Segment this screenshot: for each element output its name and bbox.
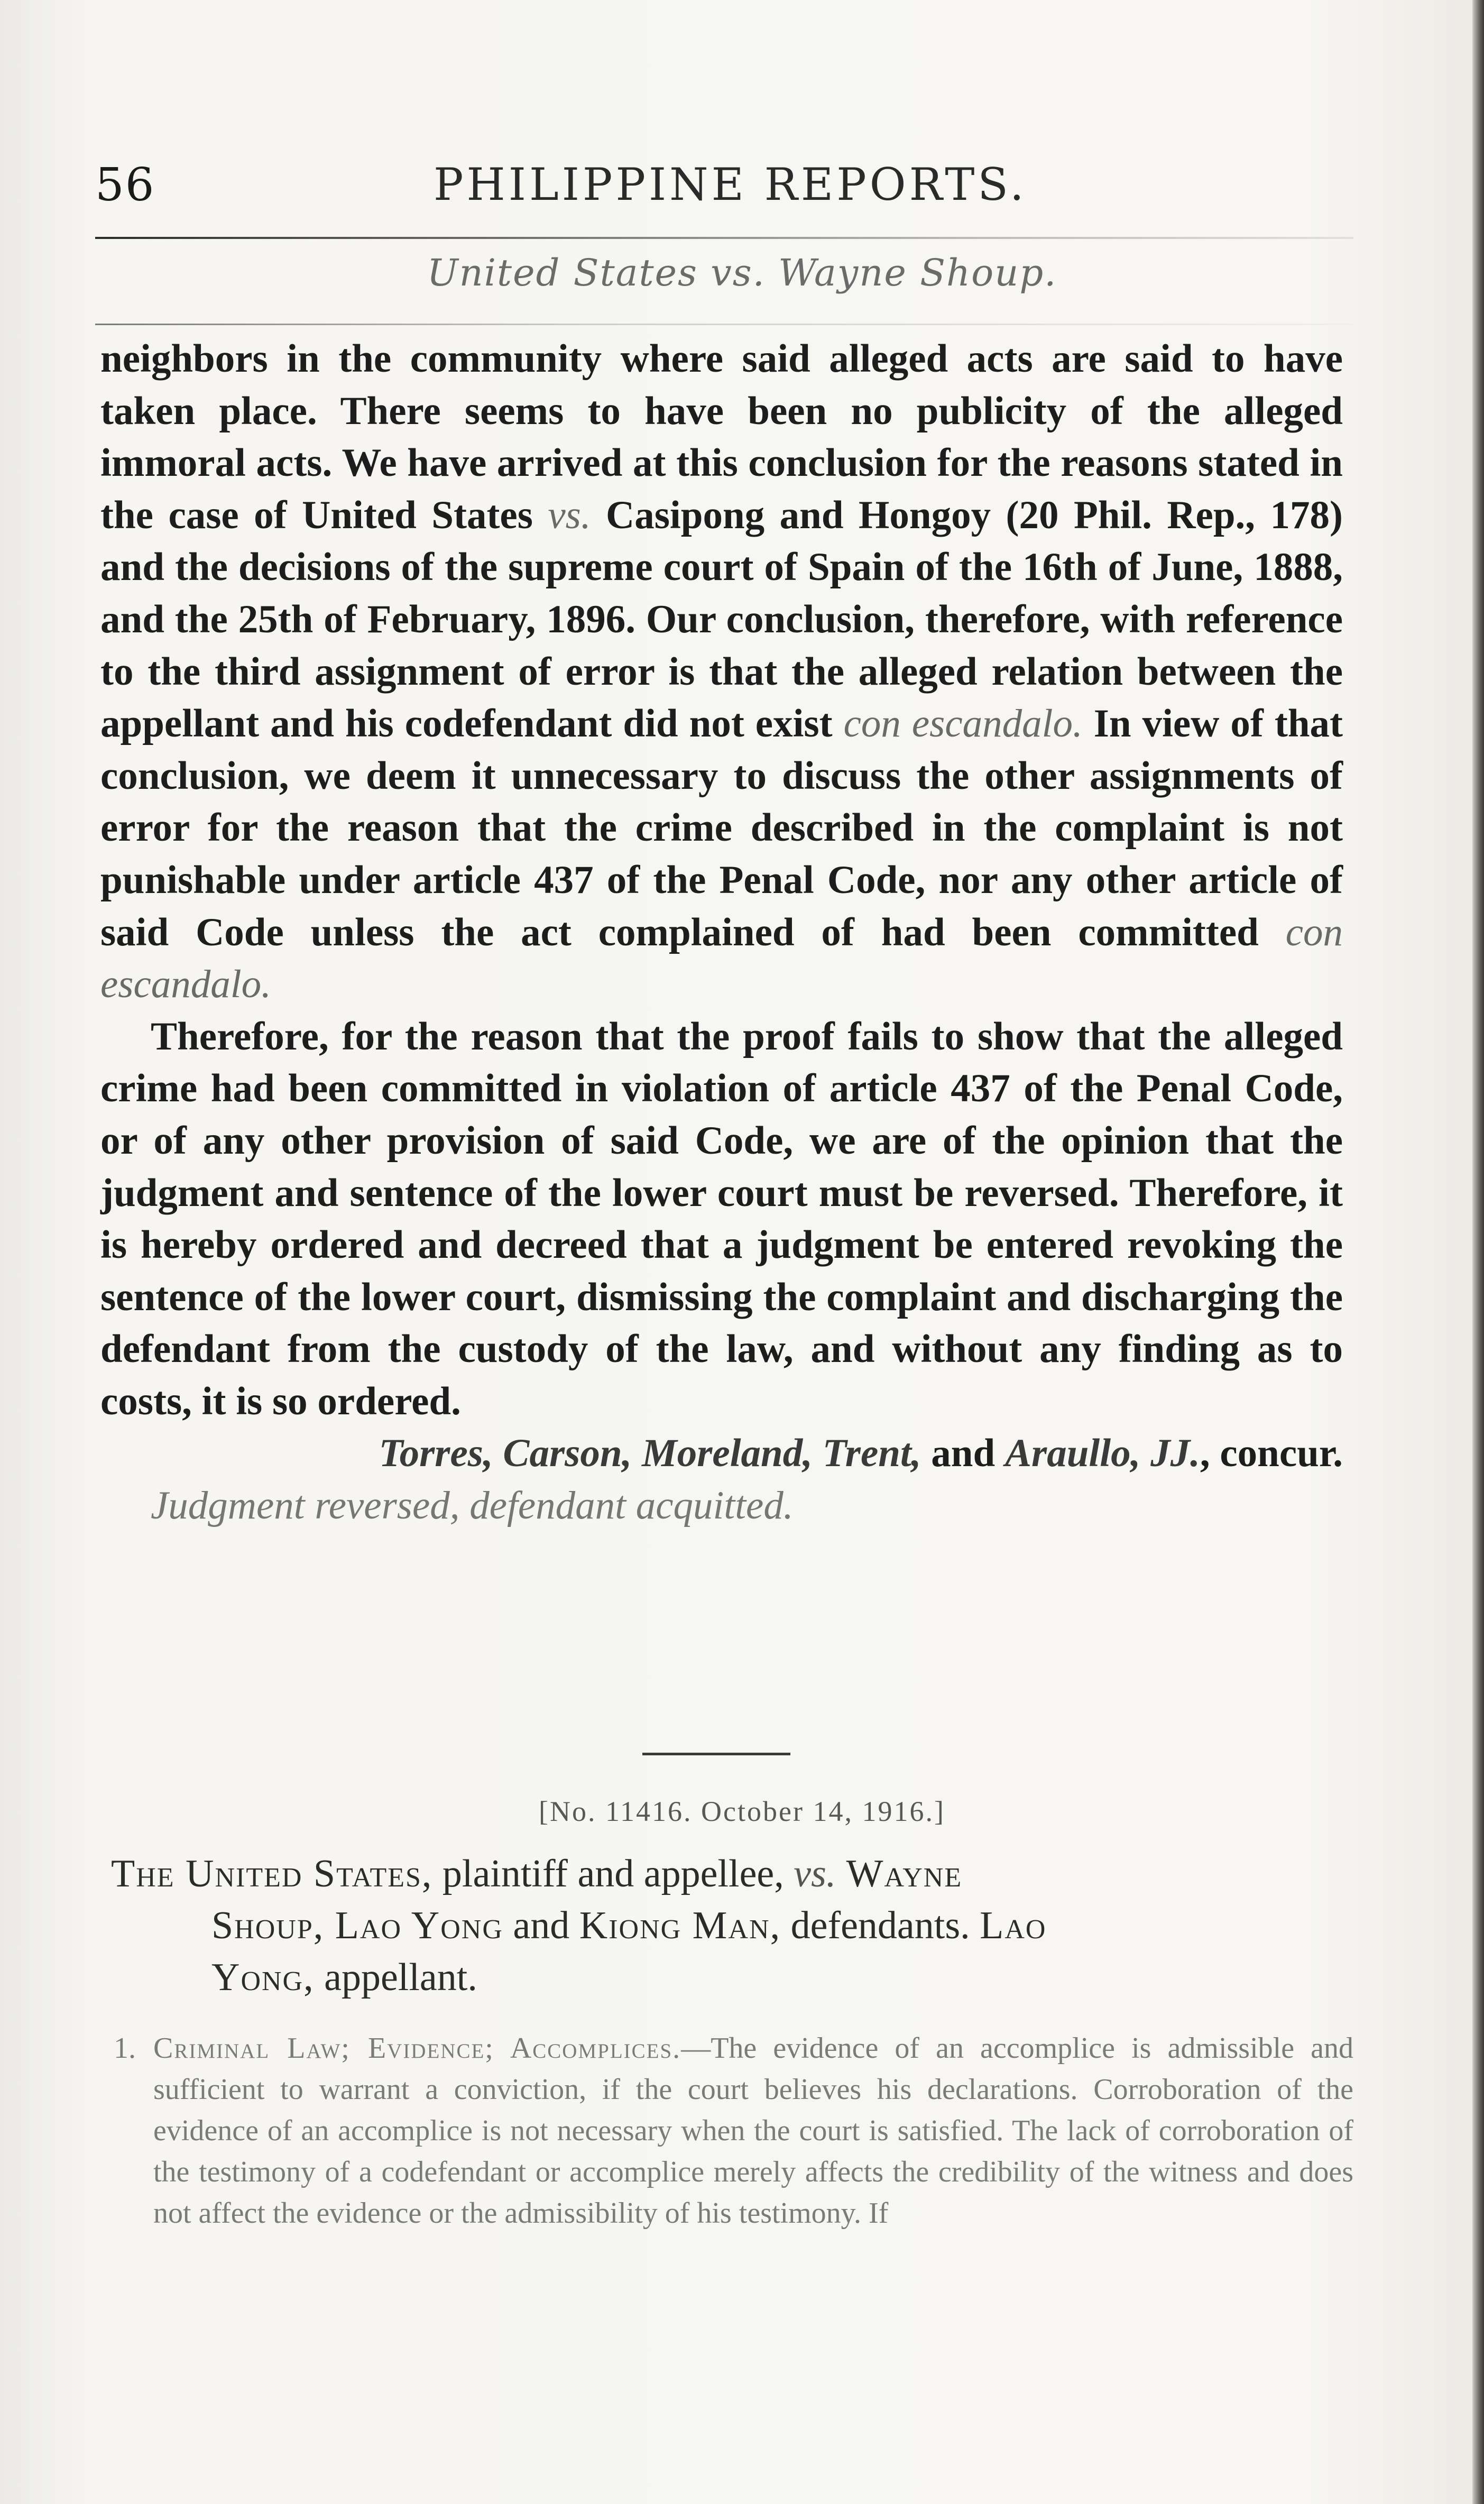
latin-term: con escandalo. — [100, 910, 1343, 1007]
paragraph-1-part-a: neighbors in the community where said alleged acts are said to have taken place. There seems to have been no publicity of the alleged immoral acts. We have arrived at this conclusion for the reasons stated in the case of United States — [100, 337, 1343, 537]
party-role: defendants. — [781, 1904, 980, 1947]
section-divider — [642, 1753, 790, 1755]
paragraph-1-part-c: In view of that conclusion, we deem it unnecessary to discuss the other assignments of error for the reason that the crime described in the complaint is not punishable under article 437 of the Penal Code, nor any other article of said Code unless the act complained of had been committed — [100, 702, 1343, 954]
opinion-body — [100, 333, 1343, 1532]
paragraph-1-part-b: Casipong and Hongoy (20 Phil. Rep., 178) and the decisions of the supreme court of Spain of the 16th of June, 1888, and the 25th of February, 1896. Our conclusion, therefore, with reference to the third assignment of error is that the alleged relation between the appellant and his codefendant did not exist — [100, 493, 1343, 746]
latin-term: con escandalo. — [843, 702, 1083, 746]
headnote — [114, 2028, 1353, 2234]
page-number: 56 — [95, 159, 155, 211]
party-name: Shoup, Lao Yong — [211, 1904, 503, 1947]
concur-and: and — [921, 1431, 1005, 1476]
caption-rule — [95, 324, 1353, 325]
judgment-line: Judgment reversed, defendant acquitted. — [151, 1484, 794, 1528]
headnote-number: 1. — [114, 2032, 136, 2065]
headnote-text: —The evidence of an accomplice is admissible and sufficient to warrant a conviction, if the court believes his declarations. Corroboration of the evidence of an accomplice is not necessary when the court is satisfied. The lack of corroboration of the testimony of a codefendant or accomplice merely affects the credibility of the witness and does not affect the evidence or the admissibility of his testimony. If — [153, 2032, 1353, 2230]
page-header — [95, 159, 1353, 227]
party-role: plaintiff and appellee, — [432, 1852, 794, 1895]
concurrence-line — [100, 1428, 1343, 1480]
running-title: PHILIPPINE REPORTS. — [434, 159, 1027, 210]
party-name: The United States, — [111, 1852, 433, 1895]
conjunction: and — [503, 1904, 579, 1947]
vs-abbrev: vs. — [548, 493, 591, 537]
headnote-topic: Criminal Law; Evidence; Accomplices. — [153, 2032, 681, 2065]
party-name: Wayne — [836, 1852, 963, 1895]
party-name: Yong, — [211, 1956, 315, 1999]
concurring-justice-last: Araullo, JJ. — [1004, 1431, 1200, 1476]
case-heading-line-2 — [111, 1900, 1359, 1951]
paragraph-2: Therefore, for the reason that the proof fails to show that the alleged crime had been committed in violation of article 437 of the Penal Code, or of any other provision of said Code, we are of the opinion that the judgment and sentence of the lower court must be reversed. Therefore, it is hereby ordered and decreed that a judgment be entered revoking the sentence of the lower court, dismissing the complaint and discharging the defendant from the custody of the law, and without any finding as to costs, it is so ordered. — [100, 1014, 1343, 1423]
book-gutter — [1472, 0, 1484, 2504]
paragraph-1 — [100, 333, 1343, 1011]
case-caption: United States vs. Wayne Shoup. — [427, 251, 1057, 294]
docket-line: [No. 11416. October 14, 1916.] — [539, 1796, 945, 1827]
party-name: Lao — [980, 1904, 1047, 1947]
concur-suffix: , concur. — [1200, 1431, 1343, 1476]
party-name: Kiong Man, — [579, 1904, 781, 1947]
case-heading — [111, 1848, 1359, 2003]
header-rule — [95, 237, 1353, 239]
case-heading-line-3 — [111, 1951, 1359, 2003]
vs-abbrev: vs. — [794, 1852, 836, 1895]
party-role: appellant. — [314, 1956, 477, 1999]
concurring-justices: Torres, Carson, Moreland, Trent, — [379, 1431, 921, 1476]
